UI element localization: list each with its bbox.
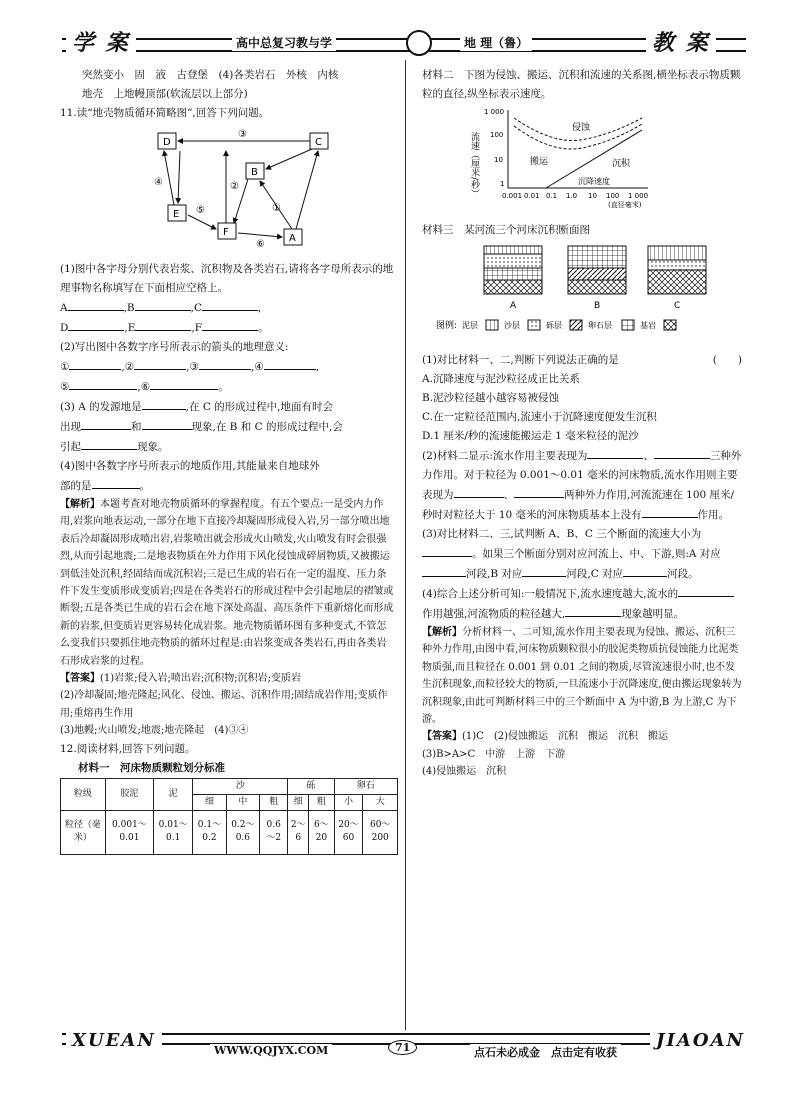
blank-label: , — [258, 302, 262, 314]
legend-swatch — [664, 320, 676, 330]
answer-blanks-row — [60, 318, 396, 338]
legend-title: 图例: — [436, 321, 458, 331]
node-F — [218, 223, 236, 239]
blank[interactable] — [422, 564, 466, 577]
arrow-E-F — [188, 215, 216, 229]
particle-table — [60, 778, 398, 855]
node-label: F — [223, 227, 229, 238]
blank[interactable] — [142, 397, 186, 410]
y-tick: 1 000 — [484, 108, 505, 116]
blank-label: ,⑥ — [137, 381, 151, 393]
blank[interactable] — [142, 417, 192, 430]
column-divider — [405, 60, 406, 1030]
blank[interactable] — [134, 357, 186, 370]
legend-label: 沙层 — [504, 321, 520, 330]
header-band — [62, 38, 746, 52]
blank[interactable] — [68, 298, 124, 311]
answer-paren[interactable]: ( ) — [712, 354, 742, 366]
option-c: C.在一定粒径范围内,流速小于沉降速度便发生沉积 — [422, 411, 657, 423]
zone-label: 沉积 — [612, 159, 631, 169]
footer-url[interactable]: WWW.QQJYX.COM — [210, 1044, 332, 1057]
table-header: 卵石 — [334, 778, 397, 794]
node-B — [246, 163, 264, 179]
arrow-label: ⑤ — [196, 205, 205, 216]
x-tick: 1.0 — [566, 192, 578, 200]
legend-swatch — [570, 320, 582, 330]
question-12-part2: (2)材料二显示:流水作用主要表现为 、 三种外力作用。对于粒径为 0.001～0.01 毫米的河床物质,流水作用则主要表现为 、 两种外力作用,河流流速在 100 厘米/秒时对粒径大于 10 毫米的河床物质基本上没有 作用。 — [422, 446, 742, 525]
page-number: 71 — [388, 1040, 417, 1055]
river-sections — [422, 240, 742, 340]
blank-label: ,E — [124, 322, 136, 334]
node-A — [284, 229, 302, 245]
zone-label: 搬运 — [530, 157, 549, 167]
table-cell: 0.6～2 — [260, 810, 288, 854]
legend-label: 卵石层 — [588, 321, 612, 330]
blank[interactable] — [81, 437, 137, 450]
section-C — [648, 246, 706, 311]
section-label: C — [674, 301, 681, 311]
footer-slogan: 点石未必成金 点击定有收获 — [470, 1044, 621, 1060]
blank[interactable] — [69, 377, 137, 390]
section-B — [568, 246, 626, 311]
x-tick: 0.001 — [502, 192, 523, 200]
section-label: A — [510, 301, 517, 311]
table-header: 砾 — [288, 778, 334, 794]
legend-label: 砾层 — [546, 321, 562, 330]
arrow-label: ③ — [238, 129, 247, 140]
header-left-logo: 学 案 — [66, 26, 136, 57]
table-row-label: 粒径（毫米） — [61, 810, 106, 854]
blank-label: ,② — [121, 361, 135, 373]
answer-blanks-row — [60, 298, 396, 318]
blank[interactable] — [654, 446, 710, 459]
table-cell: 60～200 — [363, 810, 398, 854]
node-label: D — [163, 137, 171, 148]
answer-12: 【答案】(1)C (2)侵蚀搬运 沉积 搬运 沉积 搬运 — [422, 731, 668, 743]
node-label: C — [315, 137, 322, 148]
question-12-part3: (3)对比材料二、三,试判断 A、B、C 三个断面的流速大小为。如果三个断面分别对应河流上、中、下游,则:A 对应河段,B 对应 河段,C 对应 河段。 — [422, 528, 721, 580]
question-12-part4: (4)综合上述分析可知:一般情况下,流水速度越大,流水的作用越强,河流物质的粒径越大, 现象越明显。 — [422, 584, 742, 624]
answer-12-line: (3)B>A>C 中游 上游 下游 — [422, 748, 566, 760]
y-tick: 1 — [500, 180, 505, 188]
option-d: D.1 厘米/秒的流速能搬运走 1 毫米粒径的泥沙 — [422, 430, 639, 442]
arrow-C-B — [266, 149, 312, 169]
zone-label: 侵蚀 — [572, 123, 591, 133]
legend-label: 泥层 — [462, 321, 478, 330]
blank[interactable] — [264, 357, 316, 370]
node-E — [168, 205, 186, 221]
zone-label: 沉降速度 — [578, 177, 610, 186]
answer-blanks-row — [60, 357, 396, 377]
arrow-F-A — [238, 233, 282, 237]
left-column — [60, 66, 396, 855]
blank-label: ,B — [123, 302, 135, 314]
question-12-part1: (1)对比材料一、二,判断下列说法正确的是 ( ) — [422, 351, 742, 370]
material-1-title: 材料一 河床物质颗粒划分标准 — [78, 761, 225, 774]
velocity-diameter-graph — [422, 104, 742, 208]
blank-label: 。 — [218, 381, 229, 393]
answer-11: 【答案】(1)岩浆;侵入岩;喷出岩;沉积物;沉积岩;变质岩 — [60, 673, 302, 685]
table-cell: 0.01～0.1 — [154, 810, 193, 854]
x-tick: 1 000 — [628, 192, 649, 200]
blank[interactable] — [514, 485, 564, 498]
question-11-part4: (4)图中各数字序号所表示的地质作用,其能量来自地球外 部的是 。 — [60, 460, 320, 492]
section-label: B — [594, 301, 601, 311]
table-subheader: 大 — [363, 794, 398, 810]
table-header: 粒级 — [61, 778, 106, 810]
arrow-D-E — [178, 151, 180, 203]
blank[interactable] — [199, 357, 251, 370]
node-D — [158, 133, 176, 149]
question-11-title: 11.读“地壳物质循环简略图”,回答下列问题。 — [60, 107, 270, 119]
arrow-label: ① — [272, 203, 281, 214]
answer-12-line: (4)侵蚀搬运 沉积 — [422, 766, 507, 778]
blank-label: , — [315, 361, 320, 373]
blank[interactable] — [642, 505, 698, 518]
legend-swatch — [622, 320, 634, 330]
blank[interactable] — [135, 318, 191, 331]
node-C — [310, 133, 328, 149]
blank-label: ,C — [190, 302, 203, 314]
table-subheader: 中 — [226, 794, 259, 810]
table-cell: 20～60 — [334, 810, 363, 854]
table-cell: 2～6 — [288, 810, 309, 854]
answer-11-line: (2)冷却凝固;地壳隆起;风化、侵蚀、搬运、沉积作用;固结成岩作用;变质作用;重熔再生作用 — [60, 690, 388, 719]
blank[interactable] — [454, 485, 504, 498]
node-label: A — [289, 233, 296, 244]
footer-left-logo: XUEAN — [66, 1030, 162, 1051]
blank[interactable] — [202, 298, 258, 311]
node-label: B — [251, 167, 258, 178]
arrow-label: ② — [230, 181, 239, 192]
table-cell: 0.2～0.6 — [226, 810, 259, 854]
blank[interactable] — [69, 357, 121, 370]
y-tick: 100 — [490, 131, 504, 139]
answer-11-line: (3)地幔;火山喷发;地震;地壳隆起 (4)③④ — [60, 725, 249, 737]
blank[interactable] — [81, 417, 131, 430]
question-11-part2: (2)写出图中各数字序号所表示的箭头的地理意义: — [60, 341, 289, 353]
x-unit: (直径毫米) — [608, 201, 642, 208]
prev-answer-line: 地壳 上地幔顶部(软流层以上部分) — [82, 88, 248, 100]
blank[interactable] — [678, 584, 734, 597]
analysis-11: 【解析】本题考查对地壳物质循环的掌握程度。有五个要点:一是受内力作用,岩浆向地表运动,一部分在地下直接冷却凝固形成侵入岩,另一部分喷出地表后冷却凝固形成喷出岩,岩浆喷出就会形成火山喷发,火山喷发有时会很强烈,从而引起地震;二是地表物质在外力作用下风化侵蚀成碎屑物质,又被搬运到低洼处沉积,经固结而成沉积岩;三是已生成的岩石在一定的温度、压力条件下发生变质形成变质岩;四是在各类岩石的形成过程中会引起地层的褶皱或断裂;五是各类已生成的岩石会在地下深处高温、高压条件下重新熔化而形成新的岩浆,但变质岩更容易转化成岩浆。地壳物质循环图有多种变式,不管怎么变我们只要抓住地壳物质的循环过程是:由岩浆变成各类岩石,再由各类岩石形成岩浆的过程。 — [60, 499, 394, 667]
blank[interactable] — [92, 476, 140, 489]
blank[interactable] — [587, 446, 643, 459]
blank-label: ⑤ — [60, 381, 70, 393]
blank[interactable] — [150, 377, 218, 390]
table-cell: 6～20 — [309, 810, 334, 854]
x-tick: 0.01 — [524, 192, 540, 200]
blank[interactable] — [623, 564, 667, 577]
arrow-label: ④ — [154, 177, 163, 188]
header-subject: 地 理（鲁） — [460, 34, 532, 51]
blank[interactable] — [522, 564, 566, 577]
blank-label: ,④ — [250, 361, 264, 373]
table-subheader: 小 — [334, 794, 363, 810]
legend-label: 基岩 — [640, 321, 656, 330]
x-tick: 0.1 — [546, 192, 558, 200]
analysis-12: 【解析】分析材料一、二可知,流水作用主要表现为侵蚀、搬运、沉积三种外力作用,由图中看,河床物质颗粒很小的胶泥类物质抗侵蚀能力比泥类物质强,而且粒径在 0.001 到 0.01 之间的物质,尽管流速很小时,也不发生沉积现象,而粒径较大的物质,一旦流速小于沉降速度,便由搬运现象转为沉积现象,由此可判断材料三中的三个断面中 A 为中游,B 为上游,C 为下游。 — [422, 627, 742, 726]
legend-swatch — [528, 320, 540, 330]
right-column — [422, 66, 742, 781]
section-A — [484, 246, 542, 311]
arrow-label: ⑥ — [256, 239, 265, 250]
x-tick: 10 — [588, 192, 597, 200]
blank-label: ,③ — [186, 361, 199, 373]
answer-blanks-row — [60, 377, 396, 397]
emblem-icon — [406, 30, 432, 56]
prev-answer-line: 突然变小 固 液 古登堡 (4)各类岩石 外核 内核 — [82, 69, 339, 81]
blank-label: 。 — [258, 322, 269, 334]
table-header: 泥 — [154, 778, 193, 810]
node-label: E — [173, 209, 180, 220]
question-11-part1: (1)图中各字母分别代表岩浆、沉积物及各类岩石,请将各字母所表示的地理事物名称填写在下面相应空格上。 — [60, 263, 394, 294]
header-title: 高中总复习教与学 — [232, 34, 336, 51]
blank[interactable] — [68, 318, 124, 331]
blank-label: A — [60, 302, 68, 314]
arrow-A-C — [296, 151, 318, 229]
y-tick: 10 — [494, 156, 503, 164]
table-header: 沙 — [193, 778, 288, 794]
option-b: B.泥沙粒径越小越容易被侵蚀 — [422, 392, 560, 404]
rock-cycle-diagram — [60, 123, 396, 253]
table-cell: 0.1～0.2 — [193, 810, 226, 854]
table-subheader: 粗 — [309, 794, 334, 810]
question-11-part3: (3) A 的发源地是 ,在 C 的形成过程中,地面有时会 出现 和 现象,在 B 和 C 的形成过程中,会 引起 现象。 — [60, 397, 396, 457]
question-12-title: 12.阅读材料,回答下列问题。 — [60, 742, 196, 755]
blank[interactable] — [565, 604, 621, 617]
blank-label: D — [60, 322, 69, 334]
y-axis-label: 流速（厘米/秒） — [469, 132, 479, 199]
material-3: 材料三 某河流三个河床沉积断面图 — [422, 224, 590, 236]
table-header: 胶泥 — [105, 778, 153, 810]
arrow-E-D — [164, 151, 174, 205]
blank[interactable] — [202, 318, 258, 331]
blank-label: ,F — [191, 322, 203, 334]
material-2: 材料二 下图为侵蚀、搬运、沉积和流速的关系图,横坐标表示物质颗粒的直径,纵坐标表示速度。 — [422, 69, 741, 100]
blank[interactable] — [422, 544, 472, 557]
table-subheader: 细 — [193, 794, 226, 810]
x-tick: 100 — [606, 192, 620, 200]
legend-swatch — [486, 320, 498, 330]
table-cell: 0.001～0.01 — [105, 810, 153, 854]
table-subheader: 细 — [288, 794, 309, 810]
blank[interactable] — [135, 298, 191, 311]
option-a: A.沉降速度与泥沙粒径成正比关系 — [422, 373, 580, 385]
header-right-logo: 教 案 — [646, 26, 716, 57]
table-subheader: 粗 — [260, 794, 288, 810]
footer-right-logo: JIAOAN — [650, 1030, 751, 1051]
blank-label: ① — [60, 361, 70, 373]
